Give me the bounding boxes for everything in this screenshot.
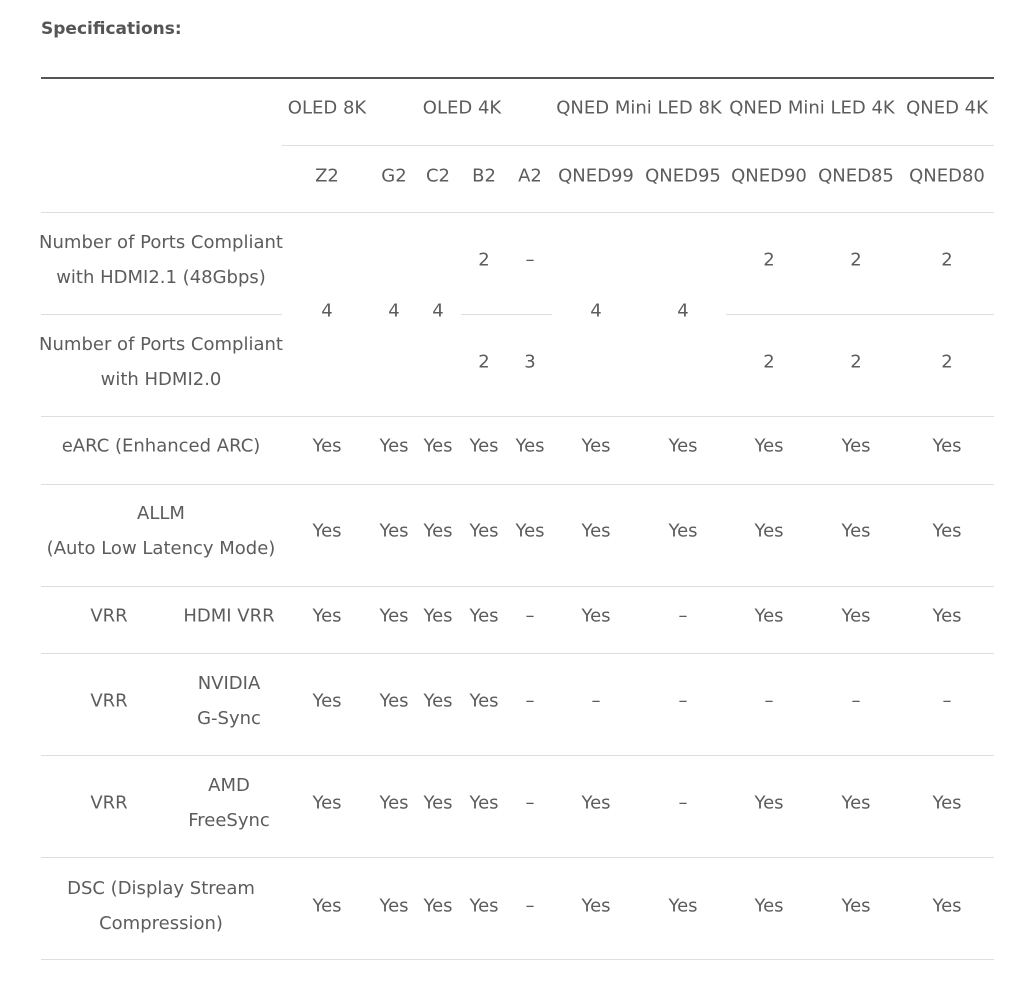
cell-value: Yes <box>423 690 453 712</box>
cell-value: Yes <box>423 792 453 814</box>
cell-value: Yes <box>932 435 962 457</box>
group-header: QNED Mini LED 4K <box>729 97 895 119</box>
cell-value: – <box>525 690 535 712</box>
cell-value: Yes <box>469 435 499 457</box>
cell-value: Yes <box>754 605 784 627</box>
cell-value: 3 <box>524 351 536 373</box>
page-title: Specifications: <box>41 19 182 39</box>
row-label: VRR <box>90 605 128 627</box>
cell-value: Yes <box>469 605 499 627</box>
group-header: QNED Mini LED 8K <box>556 97 722 119</box>
cell-value: 4 <box>677 300 689 322</box>
cell-value: Yes <box>581 520 611 542</box>
cell-value: 2 <box>763 351 775 373</box>
row-label: eARC (Enhanced ARC) <box>61 435 261 457</box>
model-header: QNED80 <box>909 165 985 187</box>
cell-value: 2 <box>850 249 862 271</box>
row-divider <box>41 77 994 79</box>
cell-value: Yes <box>379 792 409 814</box>
cell-value: Yes <box>515 435 545 457</box>
row-sublabel: HDMI VRR <box>183 605 275 627</box>
cell-value: Yes <box>841 605 871 627</box>
cell-value: Yes <box>581 895 611 917</box>
spec-table <box>41 76 994 960</box>
cell-value: Yes <box>932 520 962 542</box>
cell-value: Yes <box>841 792 871 814</box>
cell-value: Yes <box>754 895 784 917</box>
model-header: C2 <box>425 165 451 187</box>
cell-value: 2 <box>850 351 862 373</box>
row-divider <box>41 212 994 213</box>
row-label: DSC (Display Stream Compression) <box>67 878 255 934</box>
row-divider <box>41 586 994 587</box>
cell-value: Yes <box>841 435 871 457</box>
cell-value: Yes <box>581 435 611 457</box>
cell-value: Yes <box>469 520 499 542</box>
row-divider <box>41 484 994 485</box>
row-sublabel: AMD FreeSync <box>188 775 270 831</box>
row-divider <box>41 959 994 960</box>
cell-value: Yes <box>312 792 342 814</box>
row-divider <box>461 314 552 315</box>
group-header: QNED 4K <box>906 97 988 119</box>
row-label-hdmi20: Number of Ports Compliant with HDMI2.0 <box>39 334 283 390</box>
group-header: OLED 4K <box>422 97 502 119</box>
model-header: QNED99 <box>558 165 634 187</box>
cell-value: – <box>851 690 861 712</box>
model-header: QNED95 <box>645 165 721 187</box>
cell-value: – <box>525 605 535 627</box>
cell-value: Yes <box>754 792 784 814</box>
row-label-hdmi21: Number of Ports Compliant with HDMI2.1 (48Gbps) <box>39 232 283 288</box>
cell-value: Yes <box>581 605 611 627</box>
row-divider <box>282 145 994 146</box>
cell-value: Yes <box>754 435 784 457</box>
cell-value: Yes <box>841 895 871 917</box>
cell-value: 2 <box>941 351 953 373</box>
model-header: B2 <box>472 165 496 187</box>
cell-value: – <box>678 605 688 627</box>
cell-value: Yes <box>379 520 409 542</box>
cell-value: Yes <box>423 895 453 917</box>
cell-value: 2 <box>763 249 775 271</box>
cell-value: – <box>525 792 535 814</box>
cell-value: 4 <box>388 300 400 322</box>
model-header: QNED85 <box>818 165 894 187</box>
row-label: VRR <box>90 690 128 712</box>
cell-value: – <box>591 690 601 712</box>
cell-value: 4 <box>590 300 602 322</box>
row-divider <box>41 857 994 858</box>
cell-value: Yes <box>379 690 409 712</box>
row-sublabel: NVIDIA G-Sync <box>197 673 261 729</box>
cell-value: 4 <box>321 300 333 322</box>
cell-value: Yes <box>668 895 698 917</box>
cell-value: Yes <box>515 520 545 542</box>
cell-value: Yes <box>668 520 698 542</box>
cell-value: Yes <box>312 690 342 712</box>
cell-value: Yes <box>379 605 409 627</box>
row-divider <box>41 653 994 654</box>
cell-value: Yes <box>423 520 453 542</box>
cell-value: Yes <box>379 895 409 917</box>
cell-value: Yes <box>841 520 871 542</box>
cell-value: – <box>764 690 774 712</box>
cell-value: Yes <box>312 605 342 627</box>
cell-value: – <box>525 249 535 271</box>
cell-value: 2 <box>478 351 490 373</box>
row-divider <box>41 314 282 315</box>
cell-value: Yes <box>469 690 499 712</box>
cell-value: – <box>678 792 688 814</box>
cell-value: Yes <box>312 435 342 457</box>
cell-value: Yes <box>423 605 453 627</box>
model-header: Z2 <box>315 165 339 187</box>
row-divider <box>726 314 994 315</box>
cell-value: Yes <box>423 435 453 457</box>
cell-value: Yes <box>932 792 962 814</box>
row-label: ALLM (Auto Low Latency Mode) <box>46 503 276 559</box>
row-label: VRR <box>90 792 128 814</box>
cell-value: 2 <box>478 249 490 271</box>
cell-value: – <box>942 690 952 712</box>
model-header: A2 <box>518 165 542 187</box>
cell-value: Yes <box>379 435 409 457</box>
cell-value: Yes <box>932 605 962 627</box>
cell-value: Yes <box>312 520 342 542</box>
cell-value: Yes <box>668 435 698 457</box>
cell-value: – <box>525 895 535 917</box>
cell-value: 2 <box>941 249 953 271</box>
group-header: OLED 8K <box>287 97 367 119</box>
model-header: G2 <box>381 165 407 187</box>
cell-value: Yes <box>581 792 611 814</box>
cell-value: Yes <box>312 895 342 917</box>
cell-value: Yes <box>469 792 499 814</box>
row-divider <box>41 416 994 417</box>
cell-value: – <box>678 690 688 712</box>
cell-value: Yes <box>469 895 499 917</box>
cell-value: Yes <box>932 895 962 917</box>
model-header: QNED90 <box>731 165 807 187</box>
cell-value: Yes <box>754 520 784 542</box>
cell-value: 4 <box>432 300 444 322</box>
row-divider <box>41 755 994 756</box>
